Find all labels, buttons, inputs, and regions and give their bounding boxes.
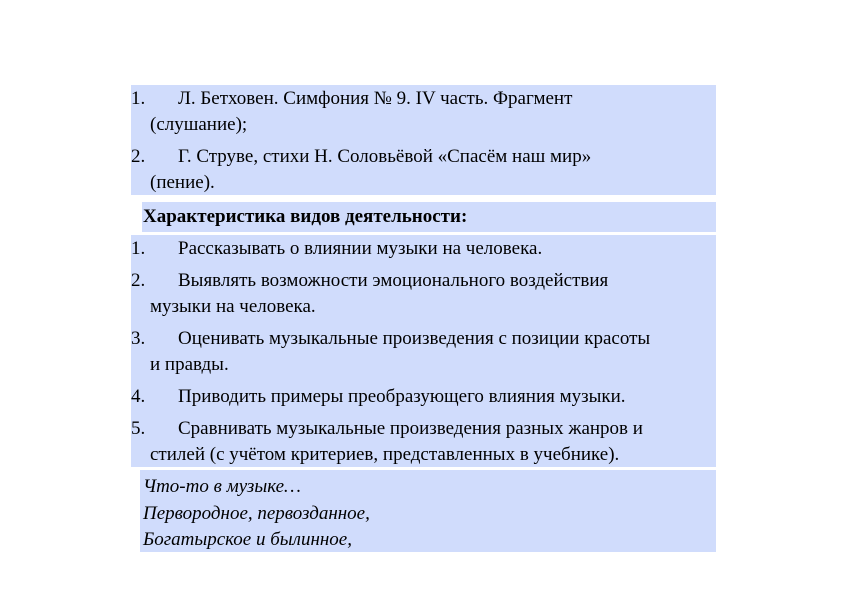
list-item-text: Л. Бетховен. Симфония № 9. IV часть. Фрагмент	[178, 88, 573, 109]
list-item-text-cont: музыки на человека.	[150, 296, 316, 317]
poem-line: Первородное, первозданное,	[143, 503, 370, 524]
list-item-text-cont: (пение).	[150, 172, 215, 193]
list-item	[131, 416, 716, 468]
list-item-number: 5.	[131, 418, 146, 439]
activities-list	[131, 236, 716, 468]
list-item-number: 3.	[131, 328, 146, 349]
list-item-text: Г. Струве, стихи Н. Соловьёвой «Спасём наш мир»	[178, 146, 592, 167]
list-item-number: 1.	[131, 238, 146, 259]
listening-list	[131, 86, 716, 196]
list-item	[131, 236, 716, 262]
list-item-text: Приводить примеры преобразующего влияния музыки.	[178, 386, 626, 407]
list-item-text-cont: стилей (с учётом критериев, представленных в учебнике).	[150, 444, 620, 465]
list-item-number: 4.	[131, 386, 146, 407]
poem-line: Что-то в музыке…	[143, 476, 301, 497]
list-item	[131, 86, 716, 138]
list-item-text: Оценивать музыкальные произведения с позиции красоты	[178, 328, 651, 349]
poem-excerpt	[140, 470, 716, 552]
poem-line: Богатырское и былинное,	[143, 529, 352, 550]
heading-text: Характеристика видов деятельности:	[143, 206, 468, 227]
list-item	[131, 384, 716, 410]
list-item-number: 2.	[131, 270, 146, 291]
list-item-text: Выявлять возможности эмоционального воздействия	[178, 270, 609, 291]
list-item	[131, 326, 716, 378]
activities-heading	[142, 202, 716, 232]
list-item-number: 2.	[131, 146, 146, 167]
list-item-text-cont: и правды.	[150, 354, 229, 375]
list-item-text: Сравнивать музыкальные произведения разных жанров и	[178, 418, 643, 439]
list-item-text-cont: (слушание);	[150, 114, 248, 135]
list-item	[131, 144, 716, 196]
list-item-text: Рассказывать о влиянии музыки на человека.	[178, 238, 543, 259]
list-item-number: 1.	[131, 88, 146, 109]
list-item	[131, 268, 716, 320]
